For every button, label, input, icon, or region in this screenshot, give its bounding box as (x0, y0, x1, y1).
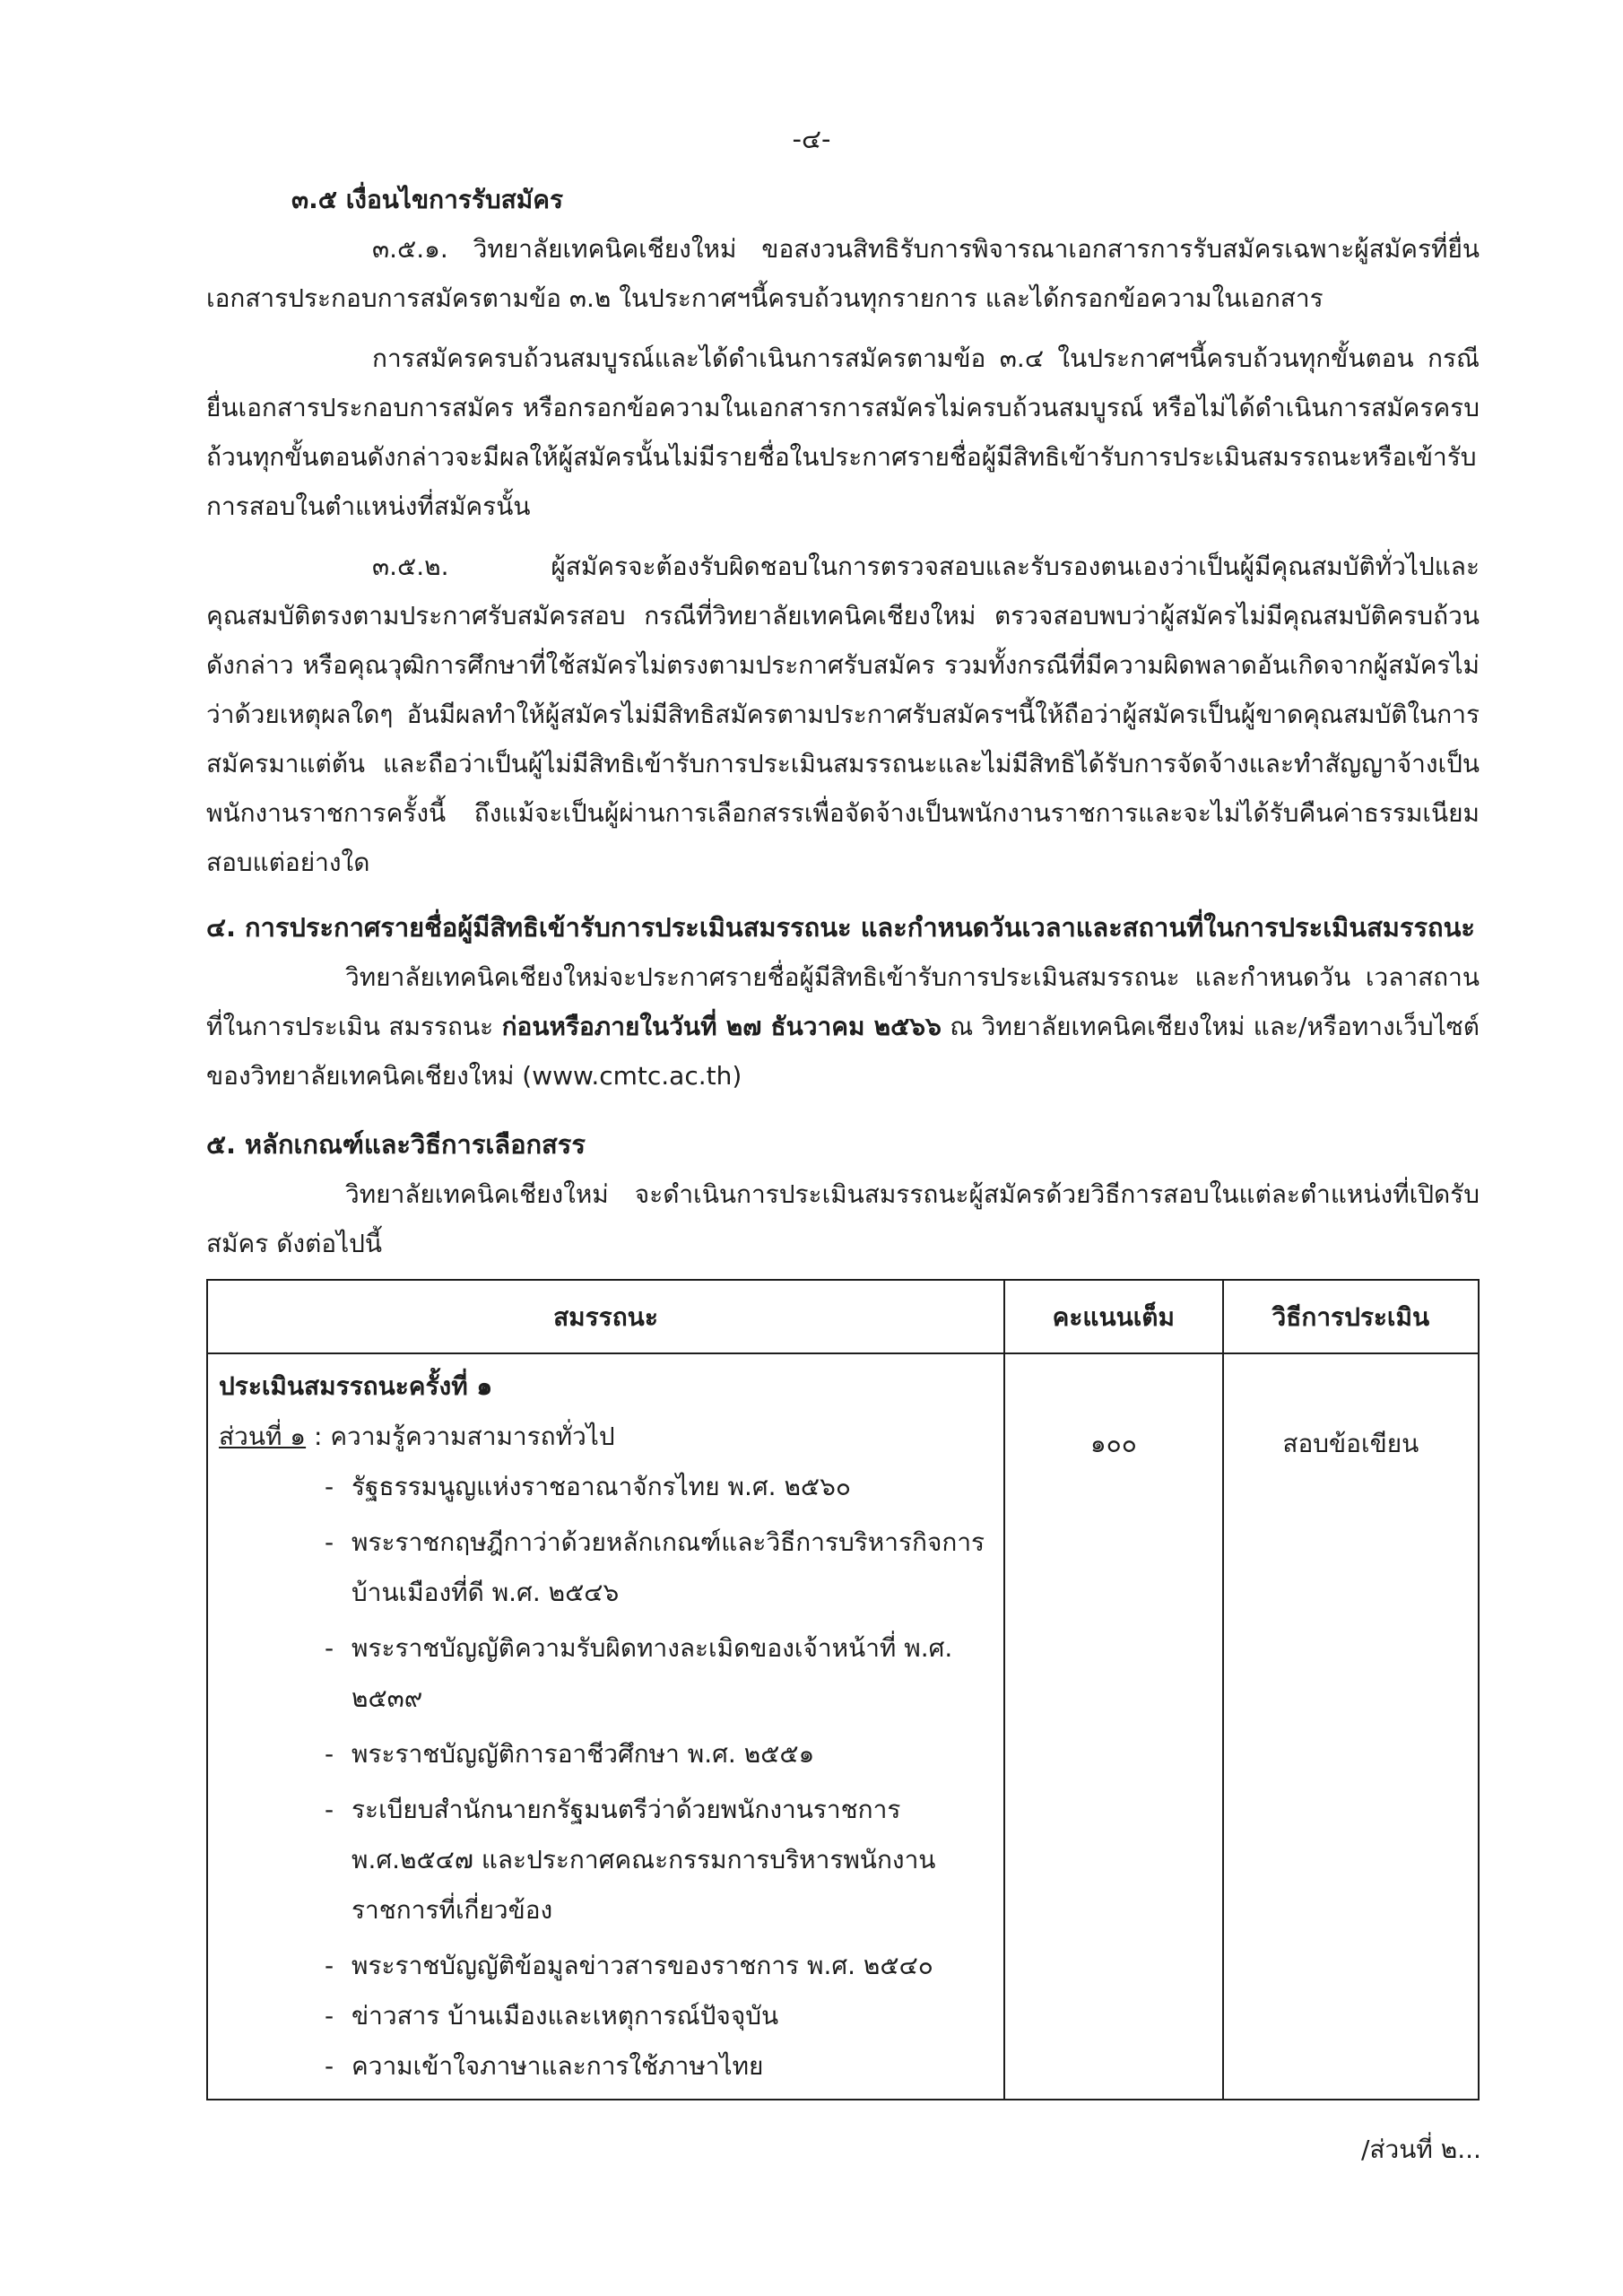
section-4-text-before: วิทยาลัยเทคนิคเชียงใหม่จะประกาศรายชื่อผู้มีสิทธิเข้ารับการประเมินสมรรถนะ และกำหนดวัน เวลาสถานที่ในการประเมิน สมรรถนะ (206, 962, 1480, 1041)
part-label: ส่วนที่ ๑ (219, 1422, 307, 1451)
section-3-5-heading: ๓.๕ เงื่อนไขการรับสมัคร (291, 185, 563, 214)
part-text: : ความรู้ความสามารถทั่วไป (306, 1422, 615, 1451)
list-item: - ระเบียบสำนักนายกรัฐมนตรีว่าด้วยพนักงานราชการ พ.ศ.๒๕๔๗ และประกาศคณะกรรมการบริหารพนักงานราชการที่เกี่ยวข้อง (325, 1795, 936, 1925)
topic-cell (207, 1353, 1004, 2100)
page-number: -๔- (792, 124, 831, 154)
document-body (206, 175, 1480, 2100)
section-4-heading: ๔. การประกาศรายชื่อผู้มีสิทธิเข้ารับการประเมินสมรรถนะ และกำหนดวันเวลาและสถานที่ในการประเมินสมรรถนะ (206, 912, 1476, 943)
header-method: วิธีการประเมิน (1223, 1280, 1479, 1353)
section-5-heading: ๕. หลักเกณฑ์และวิธีการเลือกสรร (206, 1129, 586, 1160)
method-cell: สอบข้อเขียน (1223, 1353, 1479, 2100)
section-3-5-1-continued-paragraph: การสมัครครบถ้วนสมบูรณ์และได้ดำเนินการสมัครตามข้อ ๓.๔ ในประกาศฯนี้ครบถ้วนทุกขั้นตอน กรณียื่นเอกสารประกอบการสมัคร หรือกรอกข้อความในเอกสารการสมัครไม่ครบถ้วนสมบูรณ์ หรือไม่ได้ดำเนินการสมัครครบถ้วนทุกขั้นตอนดังกล่าวจะมีผลให้ผู้สมัครนั้นไม่มีรายชื่อในประกาศรายชื่อผู้มีสิทธิเข้ารับการประเมินสมรรถนะหรือเข้ารับการสอบในตำแหน่งที่สมัครนั้น (206, 344, 1480, 521)
section-3-5-1-paragraph: ๓.๕.๑. วิทยาลัยเทคนิคเชียงใหม่ ขอสงวนสิทธิรับการพิจารณาเอกสารการรับสมัครเฉพาะผู้สมัครที่ยื่นเอกสารประกอบการสมัครตามข้อ ๓.๒ ในประกาศฯนี้ครบถ้วนทุกรายการ และได้กรอกข้อความในเอกสาร (206, 234, 1480, 313)
header-topic: สมรรถนะ (207, 1280, 1004, 1353)
table-header-row (207, 1280, 1479, 1353)
section-4-paragraph (206, 952, 1480, 1100)
continuation-note: /ส่วนที่ ๒... (1361, 2135, 1481, 2164)
list-item: - พระราชบัญญัติความรับผิดทางละเมิดของเจ้าหน้าที่ พ.ศ. ๒๕๓๙ (325, 1633, 953, 1713)
competency-table (206, 1279, 1480, 2100)
round-title: ประเมินสมรรถนะครั้งที่ ๑ (219, 1371, 493, 1401)
list-item: - ความเข้าใจภาษาและการใช้ภาษาไทย (325, 2051, 764, 2081)
section-3-5-2-paragraph: ๓.๕.๒. ผู้สมัครจะต้องรับผิดชอบในการตรวจสอบและรับรองตนเองว่าเป็นผู้มีคุณสมบัติทั่วไปและคุณสมบัติตรงตามประกาศรับสมัครสอบ กรณีที่วิทยาลัยเทคนิคเชียงใหม่ ตรวจสอบพบว่าผู้สมัครไม่มีคุณสมบัติครบถ้วนดังกล่าว หรือคุณวุฒิการศึกษาที่ใช้สมัครไม่ตรงตามประกาศรับสมัคร รวมทั้งกรณีที่มีความผิดพลาดอันเกิดจากผู้สมัครไม่ว่าด้วยเหตุผลใดๆ อันมีผลทำให้ผู้สมัครไม่มีสิทธิสมัครตามประกาศรับสมัครฯนี้ให้ถือว่าผู้สมัครเป็นผู้ขาดคุณสมบัติในการสมัครมาแต่ต้น และถือว่าเป็นผู้ไม่มีสิทธิเข้ารับการประเมินสมรรถนะและไม่มีสิทธิได้รับการจัดจ้างและทำสัญญาจ้างเป็นพนักงานราชการครั้งนี้ ถึงแม้จะเป็นผู้ผ่านการเลือกสรรเพื่อจัดจ้างเป็นพนักงานราชการและจะไม่ได้รับคืนค่าธรรมเนียมสอบแต่อย่างใด (206, 552, 1480, 877)
part-line (219, 1412, 993, 1462)
list-item: - รัฐธรรมนูญแห่งราชอาณาจักรไทย พ.ศ. ๒๕๖๐ (325, 1472, 851, 1501)
section-5-intro: วิทยาลัยเทคนิคเชียงใหม่ จะดำเนินการประเมินสมรรถนะผู้สมัครด้วยวิธีการสอบในแต่ละตำแหน่งที่เปิดรับสมัคร ดังต่อไปนี้ (206, 1179, 1480, 1258)
score-cell: ๑๐๐ (1004, 1353, 1223, 2100)
section-4-text-after: ณ วิทยาลัยเทคนิคเชียงใหม่ และ/หรือทางเว็บไซต์ของวิทยาลัยเทคนิคเชียงใหม่ (www.cmtc.ac.th) (206, 1012, 1480, 1091)
list-item: - ข่าวสาร บ้านเมืองและเหตุการณ์ปัจจุบัน (325, 2001, 779, 2031)
table-row (207, 1353, 1479, 2100)
header-score: คะแนนเต็ม (1004, 1280, 1223, 1353)
section-4-deadline: ก่อนหรือภายในวันที่ ๒๗ ธันวาคม ๒๕๖๖ (501, 1012, 942, 1041)
list-item: - พระราชบัญญัติการอาชีวศึกษา พ.ศ. ๒๕๕๑ (325, 1739, 815, 1769)
list-item: - พระราชบัญญัติข้อมูลข่าวสารของราชการ พ.ศ. ๒๕๔๐ (325, 1951, 933, 1980)
law-list (219, 1462, 993, 2092)
list-item: - พระราชกฤษฎีกาว่าด้วยหลักเกณฑ์และวิธีการบริหารกิจการบ้านเมืองที่ดี พ.ศ. ๒๕๔๖ (325, 1527, 985, 1607)
